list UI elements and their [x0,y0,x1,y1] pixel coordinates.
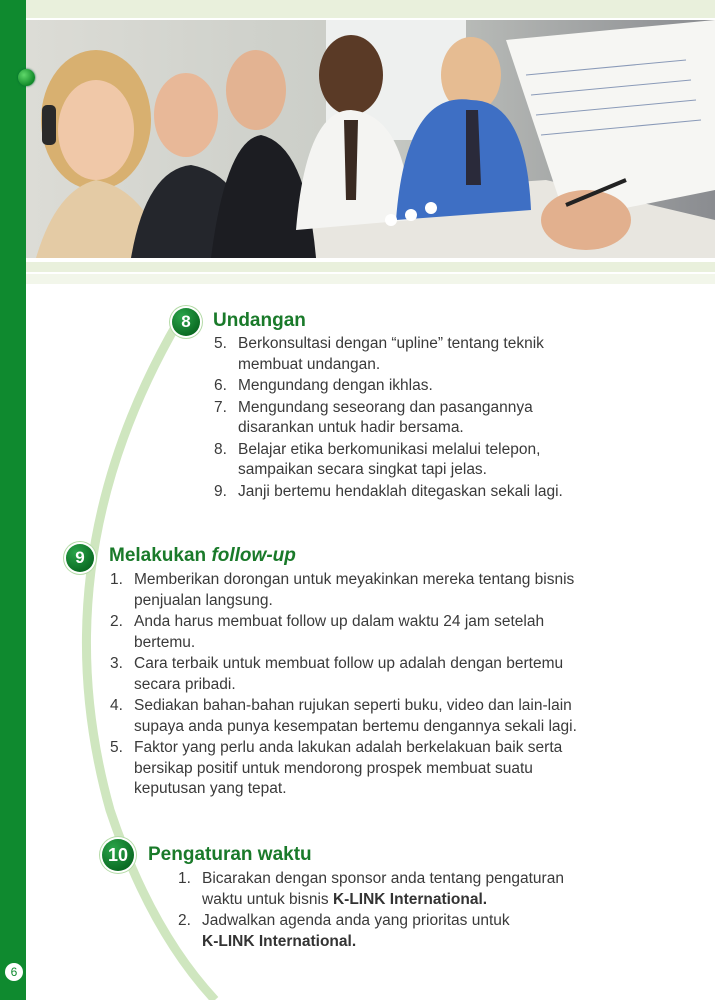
item-text: Belajar etika berkomunikasi melalui telepon, sampaikan secara singkat tapi jelas. [238,440,541,478]
item-text: Mengundang dengan ikhlas. [238,377,433,394]
section-list [110,570,590,801]
section-number-badge: 8 [172,308,200,336]
item-number: 1. [110,571,123,588]
item-text: Faktor yang perlu anda lakukan adalah berkelakuan baik serta bersikap positif untuk mendorong prospek membuat suatu keputusan yang tepat. [134,739,563,797]
item-text: Sediakan bahan-bahan rujukan seperti buku, video dan lain-lain supaya anda punya kesempatan bertemu dengannya sekali lagi. [134,697,577,735]
item-number: 5. [110,739,123,756]
list-item [214,376,594,397]
section-list [178,869,598,953]
section-heading: Undangan [213,310,306,331]
list-item [110,654,590,695]
item-number: 9. [214,482,227,500]
item-number: 2. [110,613,123,630]
item-text: Jadwalkan agenda anda yang prioritas untuk [202,912,510,929]
item-number: 8. [214,440,227,458]
page-number: 6 [5,963,23,981]
item-number: 2. [178,912,191,929]
list-item [178,869,598,910]
list-item [214,334,594,375]
list-item [110,612,590,653]
list-item [110,696,590,737]
item-number: 1. [178,870,191,887]
section-number-badge: 10 [102,839,134,871]
item-text: Mengundang seseorang dan pasangannya disarankan untuk hadir bersama. [238,398,533,436]
brand-name: K-LINK International. [202,932,357,950]
item-text: Berkonsultasi dengan “upline” tentang teknik membuat undangan. [238,335,544,373]
list-item [214,440,594,481]
item-number: 6. [214,377,227,394]
section-heading [109,545,296,567]
item-number: 5. [214,335,227,352]
heading-text: Melakukan [109,545,212,566]
section-heading: Pengaturan waktu [148,844,312,865]
green-dot-icon [18,69,35,86]
section-number-badge: 9 [66,544,94,572]
item-text: Bicarakan dengan sponsor anda tentang pengaturan waktu untuk bisnis [202,870,564,908]
heading-italic-text: follow-up [211,545,296,566]
list-item [178,911,598,952]
section-list [214,334,594,503]
item-number: 7. [214,398,227,416]
item-text: Cara terbaik untuk membuat follow up adalah dengan bertemu secara pribadi. [134,655,564,693]
list-item [214,482,594,503]
list-item [110,570,590,611]
item-number: 4. [110,697,123,714]
brand-name: K-LINK International. [332,890,488,908]
list-item [110,738,590,800]
item-text: Anda harus membuat follow up dalam waktu 24 jam setelah bertemu. [134,613,545,651]
item-number: 3. [110,655,123,672]
item-text: Janji bertemu hendaklah ditegaskan sekali lagi. [238,482,563,500]
item-text: Memberikan dorongan untuk meyakinkan mereka tentang bisnis penjualan langsung. [134,571,575,609]
list-item [214,398,594,439]
